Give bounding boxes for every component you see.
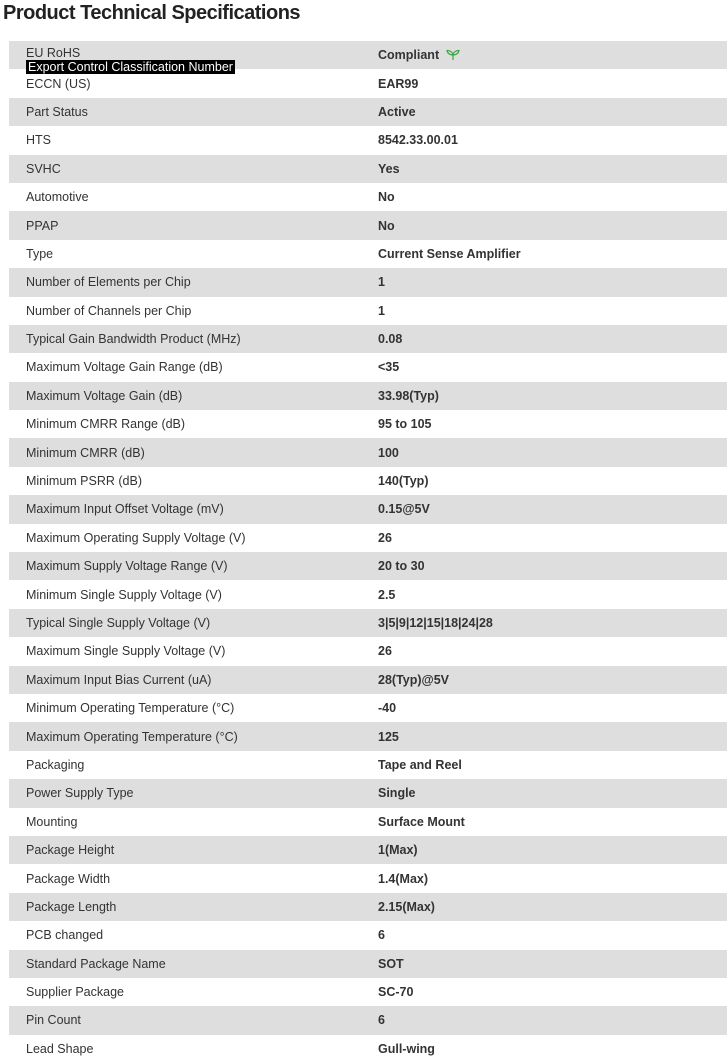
- spec-row: [9, 864, 727, 892]
- spec-value-text: 100: [378, 445, 399, 460]
- spec-label: Package Width: [26, 871, 111, 886]
- spec-value-text: 3|5|9|12|15|18|24|28: [378, 616, 493, 630]
- spec-label: Maximum Voltage Gain Range (dB): [26, 360, 223, 375]
- spec-value-text: 6: [378, 928, 385, 943]
- spec-value: [378, 162, 400, 176]
- spec-label: ECCN (US): [26, 76, 91, 91]
- spec-label: Standard Package Name: [26, 956, 166, 971]
- spec-label: Package Height: [26, 843, 115, 858]
- spec-value-text: 1.4(Max): [378, 871, 429, 886]
- spec-row: [9, 1006, 727, 1034]
- spec-label: Part Status: [26, 104, 88, 119]
- eccn-tooltip: Export Control Classification Number: [28, 60, 233, 74]
- spec-label: PCB changed: [26, 928, 104, 943]
- spec-value-text: 140(Typ): [378, 474, 429, 489]
- spec-label: Typical Single Supply Voltage (V): [26, 616, 211, 630]
- spec-label: Maximum Single Supply Voltage (V): [26, 644, 226, 659]
- spec-row: [9, 325, 727, 353]
- spec-value: [378, 389, 439, 403]
- spec-row: [9, 268, 727, 296]
- spec-value-text: 2.15(Max): [378, 899, 435, 914]
- spec-value: [378, 190, 395, 204]
- spec-row: [9, 580, 727, 608]
- spec-row: [9, 950, 727, 978]
- spec-value: [378, 843, 418, 857]
- spec-value: [378, 474, 428, 488]
- specs-table: [9, 41, 727, 1063]
- spec-value: [378, 928, 385, 942]
- spec-row: [9, 240, 727, 268]
- spec-value-text: 0.08: [378, 332, 403, 347]
- spec-row: [9, 978, 727, 1006]
- spec-label: Maximum Supply Voltage Range (V): [26, 559, 228, 574]
- spec-value: [378, 559, 425, 573]
- spec-value: [378, 417, 432, 431]
- spec-value: [378, 360, 399, 374]
- spec-row: [9, 126, 727, 154]
- page-title: Product Technical Specifications: [3, 2, 301, 24]
- spec-value: [378, 900, 435, 914]
- spec-value-text: Single: [378, 786, 416, 801]
- spec-value: [378, 758, 462, 772]
- spec-label: Minimum Single Supply Voltage (V): [26, 587, 222, 602]
- spec-value-text: Yes: [378, 161, 400, 176]
- spec-row: [9, 353, 727, 381]
- spec-label: Automotive: [26, 190, 89, 205]
- spec-row: [9, 410, 727, 438]
- spec-row: [9, 779, 727, 807]
- spec-row: [9, 609, 727, 637]
- spec-value-text: Surface Mount: [378, 814, 465, 829]
- spec-value: [378, 304, 385, 318]
- spec-value-text: 2.5: [378, 587, 396, 602]
- spec-row: [9, 183, 727, 211]
- spec-value: [378, 644, 392, 658]
- spec-value-text: Current Sense Amplifier: [378, 246, 521, 261]
- spec-value: [378, 588, 395, 602]
- spec-value-text: 1: [378, 275, 385, 290]
- spec-value-text: 1(Max): [378, 843, 418, 858]
- spec-row: [9, 524, 727, 552]
- spec-row: [9, 211, 727, 239]
- spec-row: [9, 893, 727, 921]
- spec-row: [9, 751, 727, 779]
- spec-value: [378, 531, 392, 545]
- spec-row: [9, 666, 727, 694]
- spec-value: [378, 275, 385, 289]
- spec-value-text: -40: [378, 701, 397, 716]
- spec-value-text: 95 to 105: [378, 417, 432, 432]
- spec-value: [378, 446, 399, 460]
- spec-label: Maximum Input Bias Current (uA): [26, 672, 212, 687]
- spec-value-text: 1: [378, 303, 385, 318]
- spec-label: Minimum PSRR (dB): [26, 474, 142, 489]
- spec-row: [9, 98, 727, 126]
- spec-value: [378, 247, 521, 261]
- spec-value: [378, 616, 493, 630]
- spec-value: [378, 985, 413, 999]
- spec-label: Maximum Voltage Gain (dB): [26, 388, 183, 403]
- spec-label: Number of Elements per Chip: [26, 275, 191, 290]
- spec-value: [378, 786, 416, 800]
- spec-label: Minimum Operating Temperature (°C): [26, 701, 235, 716]
- spec-label: Maximum Input Offset Voltage (mV): [26, 502, 224, 517]
- spec-value: [378, 673, 449, 687]
- spec-value: [378, 1013, 385, 1027]
- spec-value-text: 28(Typ)@5V: [378, 672, 450, 687]
- spec-value-text: 26: [378, 530, 392, 545]
- spec-row: [9, 155, 727, 183]
- spec-value: [378, 48, 460, 62]
- spec-value-text: No: [378, 190, 395, 205]
- spec-value: [378, 701, 396, 715]
- spec-value: [378, 502, 430, 516]
- spec-row: [9, 836, 727, 864]
- spec-row: [9, 1035, 727, 1063]
- spec-value: [378, 77, 418, 91]
- leaf-icon: [446, 49, 460, 61]
- spec-value-text: No: [378, 218, 395, 233]
- spec-label: Number of Channels per Chip: [26, 303, 192, 318]
- spec-value-text: 8542.33.00.01: [378, 133, 458, 148]
- spec-label: Packaging: [26, 757, 85, 772]
- spec-value: [378, 133, 458, 147]
- spec-label: Maximum Operating Temperature (°C): [26, 729, 238, 744]
- spec-row: [9, 552, 727, 580]
- spec-row: [9, 438, 727, 466]
- spec-row: [9, 722, 727, 750]
- spec-value: [378, 105, 416, 119]
- spec-label: Minimum CMRR (dB): [26, 445, 145, 460]
- spec-value-text: 20 to 30: [378, 559, 425, 574]
- spec-value: [378, 730, 399, 744]
- spec-value: [378, 219, 395, 233]
- spec-label: Typical Gain Bandwidth Product (MHz): [26, 332, 241, 347]
- spec-label: Maximum Operating Supply Voltage (V): [26, 530, 246, 545]
- spec-value-text: <35: [378, 360, 400, 375]
- spec-value-text: Tape and Reel: [378, 757, 462, 772]
- spec-value-text: 33.98(Typ): [378, 388, 439, 403]
- spec-row: [9, 921, 727, 949]
- spec-label: SVHC: [26, 161, 61, 176]
- spec-row: [9, 808, 727, 836]
- spec-label: Package Length: [26, 899, 117, 914]
- spec-value: [378, 1042, 435, 1056]
- spec-value-text: 6: [378, 1013, 385, 1028]
- spec-value-text: 125: [378, 729, 399, 744]
- spec-label: PPAP: [26, 218, 59, 233]
- spec-label: EU RoHS: [26, 46, 81, 60]
- spec-label: Type: [26, 246, 54, 261]
- spec-value-text: SC-70: [378, 985, 414, 1000]
- spec-value-text: EAR99: [378, 76, 419, 91]
- spec-row: [9, 297, 727, 325]
- spec-label: Power Supply Type: [26, 786, 134, 801]
- spec-value-text: Compliant: [378, 48, 440, 63]
- spec-value: [378, 815, 465, 829]
- spec-row: [9, 694, 727, 722]
- spec-label: Minimum CMRR Range (dB): [26, 417, 186, 432]
- spec-value-text: Gull-wing: [378, 1041, 435, 1056]
- spec-value: [378, 332, 402, 346]
- spec-value-text: 26: [378, 644, 392, 659]
- spec-value: [378, 872, 428, 886]
- spec-value-text: SOT: [378, 956, 404, 971]
- spec-row: [9, 467, 727, 495]
- spec-label: Lead Shape: [26, 1041, 94, 1056]
- spec-row: [9, 637, 727, 665]
- spec-label: HTS: [26, 133, 51, 148]
- spec-label: Mounting: [26, 814, 78, 829]
- spec-label: Pin Count: [26, 1013, 81, 1028]
- spec-label: Supplier Package: [26, 985, 124, 1000]
- spec-row: [9, 495, 727, 523]
- spec-value-text: Active: [378, 104, 416, 119]
- spec-value: [378, 957, 404, 971]
- spec-row: [9, 382, 727, 410]
- spec-value-text: 0.15@5V: [378, 502, 430, 517]
